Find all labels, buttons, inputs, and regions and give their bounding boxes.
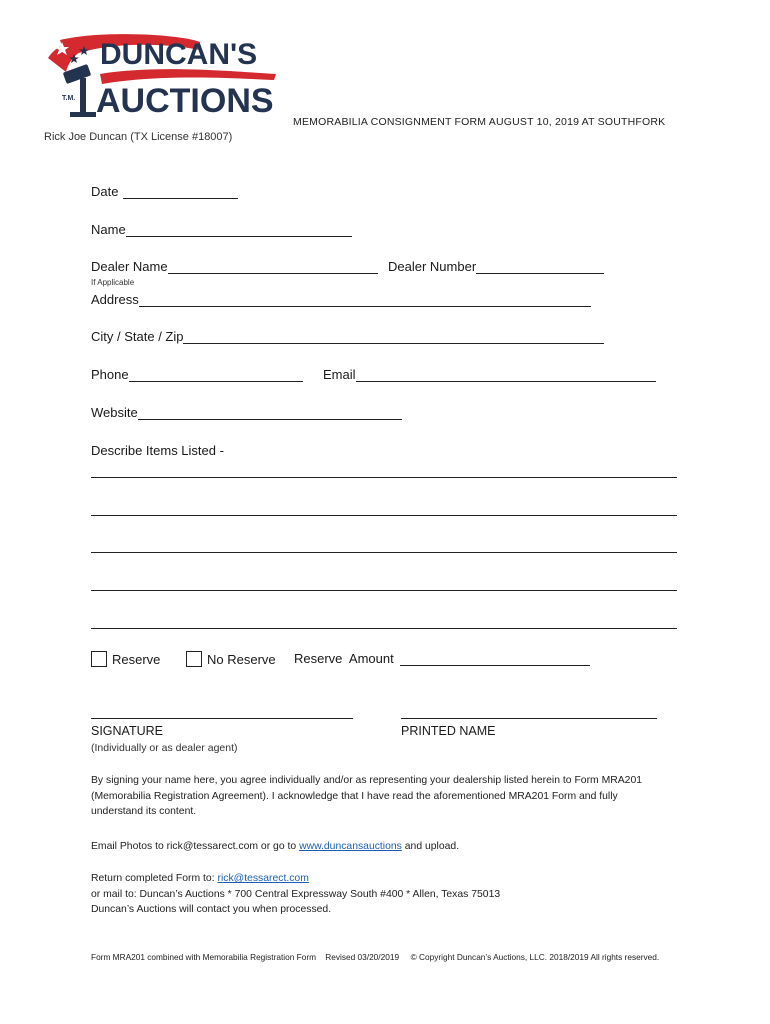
website-label: Website [91, 405, 138, 420]
footer-form-note: Form MRA201 combined with Memorabilia Registration Form [91, 952, 317, 962]
address-field [91, 292, 591, 307]
phone-field [91, 367, 303, 382]
phone-input-line[interactable] [129, 369, 303, 382]
return-instructions [91, 871, 671, 918]
return-line [91, 871, 671, 887]
describe-line-2[interactable] [91, 515, 677, 516]
date-label: Date [91, 184, 119, 199]
signature-note: (Individually or as dealer agent) [91, 742, 238, 754]
name-label: Name [91, 222, 126, 237]
dealer-name-label: Dealer Name [91, 259, 168, 274]
city-state-zip-field [91, 329, 604, 344]
reserve-amount-input-line[interactable] [400, 653, 590, 666]
printed-name-label: PRINTED NAME [401, 724, 496, 738]
reserve-checkbox[interactable] [91, 651, 107, 667]
city-state-zip-label: City / State / Zip [91, 329, 184, 344]
no-reserve-checkbox[interactable] [186, 651, 202, 667]
email-input-line[interactable] [356, 369, 656, 382]
describe-line-4[interactable] [91, 590, 677, 591]
mail-line: or mail to: Duncan’s Auctions * 700 Central Expressway South #400 * Allen, Texas 75013 [91, 888, 501, 900]
agreement-paragraph: By signing your name here, you agree individually and/or as representing your dealership listed herein to Form MRA201 (Memorabilia Registration Agreement). I acknowledge that I have read the aforementioned MRA201 Form and fully understand its content. [91, 775, 643, 817]
website-input-line[interactable] [138, 407, 402, 420]
contact-line: Duncan’s Auctions will contact you when processed. [91, 904, 332, 915]
dealer-name-field [91, 259, 378, 274]
describe-items-label: Describe Items Listed - [91, 443, 224, 458]
email-field [323, 367, 656, 382]
website-field [91, 405, 402, 420]
form-title: MEMORABILIA CONSIGNMENT FORM AUGUST 10, 2019 AT SOUTHFORK [293, 116, 666, 128]
reserve-option [91, 651, 160, 667]
reserve-label: Reserve [112, 652, 161, 667]
dealer-number-label: Dealer Number [388, 259, 477, 274]
duncans-auctions-logo [40, 28, 280, 124]
logo-tm: T.M. [62, 95, 76, 102]
website-link[interactable]: www.duncansauctions [299, 841, 402, 852]
logo-line2: AUCTIONS [96, 82, 274, 120]
printed-name-line[interactable] [401, 718, 657, 719]
footer [91, 950, 671, 964]
no-reserve-label: No Reserve [207, 652, 276, 667]
describe-line-1[interactable] [91, 477, 677, 478]
photos-prefix: Email Photos to rick@tessarect.com or go to [91, 841, 297, 852]
describe-line-3[interactable] [91, 552, 677, 553]
date-input-line[interactable] [123, 186, 238, 199]
no-reserve-option [186, 651, 276, 667]
dealer-number-field [388, 259, 604, 274]
name-input-line[interactable] [126, 224, 352, 237]
photos-instructions [91, 839, 671, 855]
phone-label: Phone [91, 367, 129, 382]
dealer-name-input-line[interactable] [168, 261, 378, 274]
describe-line-5[interactable] [91, 628, 677, 629]
return-email-link[interactable]: rick@tessarect.com [217, 873, 309, 884]
date-field [91, 184, 238, 199]
reserve-amount-field [294, 651, 590, 666]
reserve-amount-label: Reserve Amount [294, 651, 394, 666]
city-state-zip-input-line[interactable] [183, 331, 604, 344]
if-applicable-note: If Applicable [91, 278, 135, 287]
address-input-line[interactable] [139, 294, 591, 307]
signature-line[interactable] [91, 718, 353, 719]
license-text: Rick Joe Duncan (TX License #18007) [44, 131, 233, 143]
address-label: Address [91, 292, 139, 307]
photos-suffix: and upload. [404, 841, 460, 852]
name-field [91, 222, 352, 237]
return-prefix: Return completed Form to: [91, 873, 215, 884]
signature-label: SIGNATURE [91, 724, 163, 738]
footer-revised: Revised 03/20/2019 [325, 952, 400, 962]
logo-line1: DUNCAN'S [100, 38, 258, 71]
email-label: Email [323, 367, 356, 382]
footer-copyright: © Copyright Duncan’s Auctions, LLC. 2018/2019 All rights reserved. [410, 952, 660, 962]
dealer-number-input-line[interactable] [476, 261, 604, 274]
